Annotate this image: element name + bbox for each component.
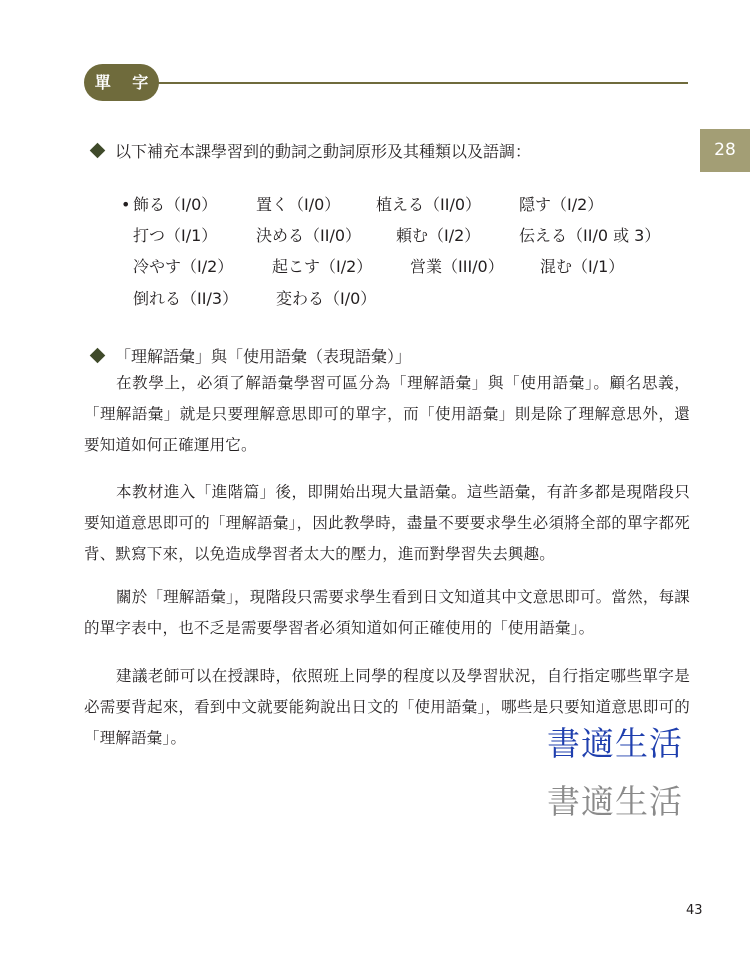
vocab-item: 決める（II/0）	[256, 226, 362, 245]
section-badge: 單 字	[84, 64, 159, 101]
paragraph: 建議老師可以在授課時，依照班上同學的程度以及學習狀況，自行指定哪些單字是必需要背起來，看到中文就要能夠說出日文的「使用語彙」，哪些是只要知道意思即可的「理解語彙」。	[84, 667, 690, 747]
section1-heading-text: 以下補充本課學習到的動詞之動詞原形及其種類以及語調：	[115, 142, 532, 161]
vocab-item: 冷やす（I/2）	[133, 257, 234, 276]
diamond-bullet-icon	[90, 348, 106, 364]
vocab-item: 隠す（I/2）	[519, 195, 604, 214]
vocab-item: 頼む（I/2）	[396, 226, 481, 245]
bullet-dot: •	[121, 195, 131, 214]
paragraph: 本教材進入「進階篇」後，即開始出現大量語彙。這些語彙，有許多都是現階段只要知道意思即可的「理解語彙」，因此教學時，盡量不要要求學生必須將全部的單字都死背、默寫下來，以免造成學習者太大的壓力，進而對學習失去興趣。	[84, 483, 690, 563]
watermark-gray: 書適生活	[547, 782, 683, 821]
section2-heading	[92, 346, 411, 368]
vocab-item: 打つ（I/1）	[133, 226, 218, 245]
header-rule	[157, 82, 688, 84]
section1-heading	[92, 141, 531, 163]
page-number: 43	[686, 903, 703, 918]
vocab-item: 起こす（I/2）	[272, 257, 373, 276]
chapter-tab: 28	[700, 129, 750, 172]
diamond-bullet-icon	[90, 143, 106, 159]
vocab-item: 営業（III/0）	[410, 257, 504, 276]
paragraph: 在教學上，必須了解語彙學習可區分為「理解語彙」與「使用語彙」。顧名思義，「理解語彙」就是只要理解意思即可的單字，而「使用語彙」則是除了理解意思外，還要知道如何正確運用它。	[84, 374, 690, 454]
vocab-item: 置く（I/0）	[256, 195, 341, 214]
vocab-item: 飾る（I/0）	[133, 195, 218, 214]
vocab-item: 伝える（II/0 或 3）	[519, 226, 661, 245]
vocab-item: 植える（II/0）	[376, 195, 482, 214]
vocab-item: 倒れる（II/3）	[133, 289, 239, 308]
vocab-item: 変わる（I/0）	[276, 289, 377, 308]
section2-heading-text: 「理解語彙」與「使用語彙（表現語彙）」	[115, 347, 412, 366]
vocab-item: 混む（I/1）	[540, 257, 625, 276]
paragraph: 關於「理解語彙」，現階段只需要求學生看到日文知道其中文意思即可。當然，每課的單字表中，也不乏是需要學習者必須知道如何正確使用的「使用語彙」。	[84, 588, 690, 637]
watermark-blue: 書適生活	[547, 724, 683, 763]
